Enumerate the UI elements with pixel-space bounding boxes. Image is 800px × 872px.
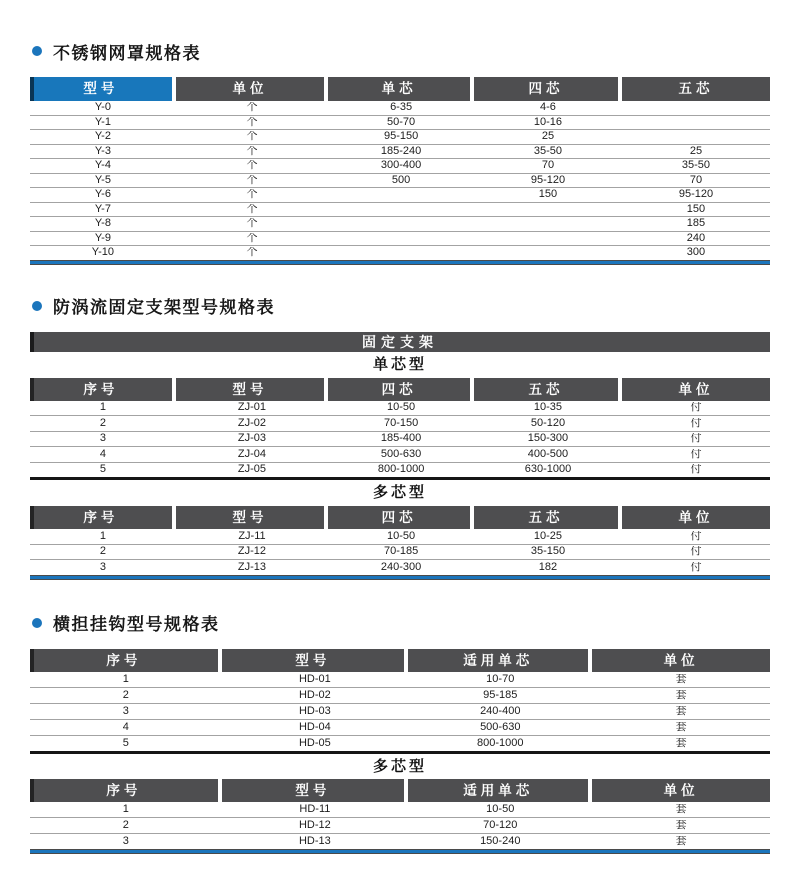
table-cell: Y-0	[94, 102, 111, 114]
table-cell: ZJ-04	[237, 448, 267, 460]
table-cell: 70	[689, 174, 703, 186]
column-header: 四芯	[328, 378, 474, 401]
section-fixed-bracket	[30, 295, 770, 580]
table-cell: 70-150	[383, 417, 419, 429]
table-cell: 400-500	[527, 448, 569, 460]
table-cell: 50-120	[530, 417, 566, 429]
table-group-band: 固定支架	[30, 332, 770, 352]
table-row	[30, 416, 770, 432]
table-row	[30, 802, 770, 818]
section-header	[32, 295, 770, 317]
table-row	[30, 217, 770, 232]
column-header: 五芯	[474, 378, 622, 401]
table-cell: 185-400	[380, 433, 422, 445]
table-cell: 5	[99, 464, 106, 476]
column-header: 型号	[176, 378, 328, 401]
table-row	[30, 447, 770, 463]
section-title: 横担挂钩型号规格表	[53, 615, 220, 634]
column-header: 单位	[592, 649, 770, 672]
column-header: 序号	[30, 378, 176, 401]
column-header: 序号	[30, 506, 176, 529]
table-row	[30, 432, 770, 448]
table-row	[30, 145, 770, 160]
table-cell: HD-01	[298, 673, 331, 685]
table-cell: 2	[99, 417, 106, 429]
table-cell: 付	[690, 448, 702, 460]
table-cell: 3	[122, 705, 129, 717]
table-cell: 50-70	[387, 116, 416, 128]
table-cell: 10-16	[533, 116, 563, 128]
table-cell: 个	[246, 203, 258, 215]
table-cell: 个	[246, 160, 258, 172]
table-cell: 3	[99, 561, 106, 573]
subtable-title-single-core: 单芯型	[372, 355, 427, 373]
table-cell: 300	[686, 247, 706, 259]
table-row	[30, 720, 770, 736]
table-cell: ZJ-05	[237, 464, 267, 476]
column-header: 单位	[622, 378, 770, 401]
table-cell: 1	[99, 402, 106, 414]
table-cell: 1	[99, 530, 106, 542]
table-cell: 500-630	[380, 448, 422, 460]
table-bottom-rule	[30, 849, 770, 854]
table-cell: 240-400	[480, 705, 521, 717]
table-cell: 25	[689, 145, 703, 157]
table-bottom-rule	[30, 260, 770, 265]
table-cell: HD-11	[299, 803, 331, 815]
table-cell: 1	[122, 803, 129, 815]
table-cell: 套	[675, 705, 687, 717]
table-cell: 70	[541, 160, 555, 172]
table-cell: 套	[675, 819, 687, 831]
table-row	[30, 818, 770, 834]
table-cell: 10-35	[533, 402, 563, 414]
table-cell: Y-6	[94, 189, 111, 201]
table-cell: 付	[690, 464, 702, 476]
section-title: 不锈钢网罩规格表	[53, 43, 201, 63]
table-cell: 800-1000	[477, 737, 524, 749]
hook-multi-core-table	[30, 779, 770, 849]
table-cell: Y-7	[94, 203, 111, 215]
table-cell: 付	[690, 546, 702, 558]
column-header: 单位	[622, 506, 770, 529]
table-cell: 35-50	[533, 145, 563, 157]
table-cell: Y-3	[94, 145, 111, 157]
table-cell: 个	[246, 247, 258, 259]
table-cell: 套	[675, 721, 687, 733]
section-header	[32, 40, 770, 62]
column-header: 型号	[222, 779, 408, 802]
table-cell: HD-13	[298, 835, 331, 847]
section-title: 防涡流固定支架型号规格表	[53, 298, 275, 317]
column-header: 四芯	[328, 506, 474, 529]
table-cell: 1	[122, 673, 129, 685]
table-cell: 2	[122, 689, 129, 701]
column-header: 四芯	[474, 77, 622, 101]
table-cell: ZJ-11	[238, 530, 266, 542]
table-cell: Y-10	[91, 247, 114, 259]
bracket-single-core-table	[30, 378, 770, 478]
table-cell: 个	[246, 189, 258, 201]
table-row	[30, 203, 770, 218]
table-cell: Y-4	[94, 160, 111, 172]
table-cell: 240	[686, 232, 706, 244]
column-header: 适用单芯	[408, 649, 592, 672]
table-cell: Y-5	[94, 174, 111, 186]
table-cell: 6-35	[390, 102, 413, 114]
table-cell: HD-03	[298, 705, 331, 717]
table-row	[30, 545, 770, 561]
table-cell: 10-50	[387, 402, 416, 414]
table-cell: 2	[99, 546, 106, 558]
table-row	[30, 704, 770, 720]
column-header: 单位	[176, 77, 328, 101]
table-cell: ZJ-01	[237, 402, 267, 414]
table-cell: 4-6	[540, 102, 556, 114]
table-cell: Y-8	[94, 218, 111, 230]
column-header: 单芯	[328, 77, 474, 101]
table-cell: 10-25	[533, 530, 563, 542]
table-cell: ZJ-02	[237, 417, 267, 429]
table-cell: 3	[122, 835, 129, 847]
bullet-icon	[32, 301, 42, 311]
table-header-row	[30, 77, 770, 101]
table-cell: 630-1000	[524, 464, 572, 476]
column-header: 五芯	[622, 77, 770, 101]
bullet-icon	[32, 46, 42, 56]
table-cell: 95-150	[383, 131, 419, 143]
column-header: 单位	[592, 779, 770, 802]
table-row	[30, 188, 770, 203]
column-header: 序号	[30, 649, 222, 672]
table-cell: 3	[99, 433, 106, 445]
table-cell: 185-240	[380, 145, 422, 157]
table-cell: 个	[246, 232, 258, 244]
table-row	[30, 688, 770, 704]
table-cell: 185	[686, 218, 706, 230]
table-cell: 10-50	[486, 803, 515, 815]
table-cell: 4	[122, 721, 129, 733]
table-cell: 150-240	[480, 835, 521, 847]
column-header: 型号	[222, 649, 408, 672]
table-row	[30, 672, 770, 688]
table-header-row	[30, 649, 770, 672]
table-cell: 5	[122, 737, 129, 749]
table-cell: ZJ-12	[237, 546, 267, 558]
table-cell: 付	[690, 530, 702, 542]
table-row	[30, 116, 770, 131]
table-row	[30, 529, 770, 545]
table-cell: 95-120	[678, 189, 714, 201]
table-cell: 150	[686, 203, 706, 215]
table-cell: 70-185	[383, 546, 419, 558]
table-row	[30, 246, 770, 260]
table-cell: 150-300	[527, 433, 569, 445]
table-bottom-rule	[30, 575, 770, 580]
section-mesh-cover	[30, 40, 770, 265]
column-header: 型号	[176, 506, 328, 529]
section-header	[32, 612, 770, 634]
table-cell: 95-185	[483, 689, 518, 701]
table-cell: 95-120	[530, 174, 566, 186]
table-cell: 套	[675, 689, 687, 701]
table-cell: 35-50	[681, 160, 711, 172]
table-cell: 2	[122, 819, 129, 831]
table-cell: 付	[690, 561, 702, 573]
table-row	[30, 159, 770, 174]
table-cell: 套	[675, 673, 687, 685]
table-cell: 25	[541, 131, 555, 143]
table-cell: ZJ-13	[237, 561, 267, 573]
bullet-icon	[32, 618, 42, 628]
subtable-title-multi-core: 多芯型	[372, 484, 427, 501]
table-row	[30, 101, 770, 116]
table-cell: HD-04	[298, 721, 331, 733]
table-cell: 套	[675, 737, 687, 749]
table-cell: Y-9	[94, 232, 111, 244]
table-cell: Y-1	[94, 116, 111, 128]
table-row	[30, 232, 770, 247]
table-header-row	[30, 378, 770, 401]
table-cell: 个	[246, 145, 258, 157]
column-header: 型号	[30, 77, 176, 101]
table-cell: 付	[690, 433, 702, 445]
column-header: 适用单芯	[408, 779, 592, 802]
table-cell: 300-400	[380, 160, 422, 172]
table-header-row	[30, 779, 770, 802]
mesh-cover-spec-table	[30, 77, 770, 260]
table-row	[30, 401, 770, 417]
table-cell: HD-12	[298, 819, 331, 831]
subtable-title-multi-core: 多芯型	[372, 757, 427, 775]
column-header: 序号	[30, 779, 222, 802]
table-row	[30, 130, 770, 145]
table-row	[30, 560, 770, 575]
table-row	[30, 736, 770, 751]
table-header-row	[30, 506, 770, 529]
table-cell: 240-300	[380, 561, 422, 573]
table-cell: 182	[538, 561, 558, 573]
table-cell: 个	[246, 174, 258, 186]
table-cell: 套	[675, 803, 687, 815]
table-cell: ZJ-03	[237, 433, 267, 445]
table-row	[30, 463, 770, 478]
table-cell: 70-120	[483, 819, 518, 831]
table-cell: 4	[99, 448, 106, 460]
table-cell: 个	[246, 218, 258, 230]
table-cell: 付	[690, 417, 702, 429]
table-cell: 35-150	[530, 546, 566, 558]
table-cell: 500-630	[480, 721, 521, 733]
table-cell: 150	[538, 189, 558, 201]
hook-single-core-table	[30, 649, 770, 751]
table-cell: 套	[675, 835, 687, 847]
table-cell: 付	[690, 402, 702, 414]
table-cell: 10-50	[387, 530, 416, 542]
table-cell: 个	[246, 131, 258, 143]
table-cell: 800-1000	[377, 464, 425, 476]
table-cell: HD-02	[298, 689, 331, 701]
table-cell: 10-70	[486, 673, 515, 685]
table-cell: 个	[246, 102, 258, 114]
table-cell: 个	[246, 116, 258, 128]
table-cell: HD-05	[298, 737, 331, 749]
column-header: 五芯	[474, 506, 622, 529]
table-row	[30, 834, 770, 849]
table-cell: Y-2	[94, 131, 111, 143]
table-row	[30, 174, 770, 189]
bracket-multi-core-table	[30, 506, 770, 575]
section-crossarm-hook	[30, 612, 770, 854]
table-cell: 500	[391, 174, 411, 186]
